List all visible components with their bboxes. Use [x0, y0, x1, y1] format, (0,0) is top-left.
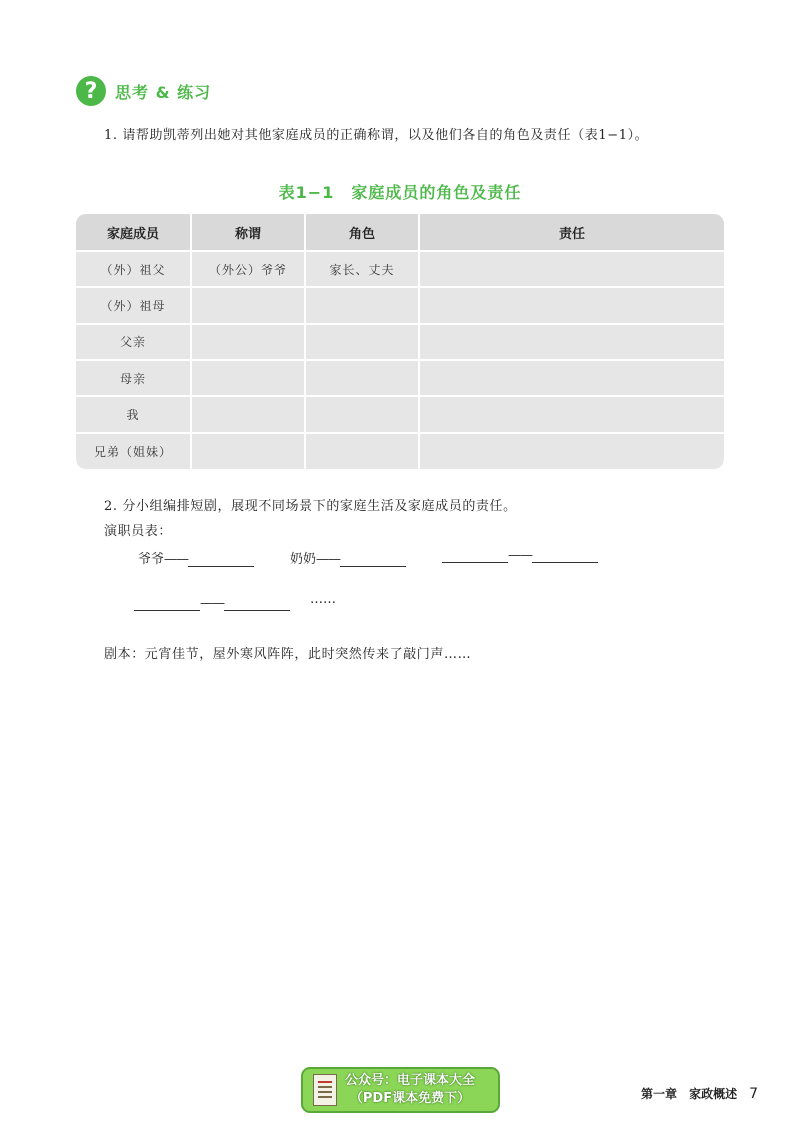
cast-blank	[442, 549, 508, 563]
table-cell: 我	[76, 396, 191, 432]
watermark-badge	[301, 1067, 500, 1113]
footer-chapter: 第一章	[641, 1087, 678, 1101]
table-cell	[419, 324, 724, 360]
cast-role: 奶奶	[290, 552, 317, 567]
table-cell	[305, 324, 419, 360]
column-header-title: 称谓	[191, 214, 305, 251]
cast-entry-blank	[134, 596, 290, 611]
cast-list-label: 演职员表：	[104, 524, 173, 539]
cast-blank	[340, 553, 406, 567]
cast-role: 爷爷	[138, 552, 165, 567]
book-icon	[313, 1074, 337, 1106]
table-cell	[305, 287, 419, 323]
table-cell	[419, 396, 724, 432]
table-cell: 母亲	[76, 360, 191, 396]
table-cell	[191, 360, 305, 396]
cast-blank	[224, 597, 290, 611]
cast-blank	[532, 549, 598, 563]
family-roles-table	[76, 214, 724, 469]
watermark-text	[345, 1072, 475, 1108]
watermark-line-2: （PDF课本免费下）	[349, 1091, 471, 1106]
column-header-role: 角色	[305, 214, 419, 251]
question-1-text: 1. 请帮助凯蒂列出她对其他家庭成员的正确称谓，以及他们各自的角色及责任（表1−1）。	[104, 128, 649, 143]
table-row	[76, 324, 724, 360]
table-cell	[305, 433, 419, 469]
column-header-member: 家庭成员	[76, 214, 191, 251]
table-cell: 家长、丈夫	[305, 251, 419, 287]
table-cell	[191, 287, 305, 323]
table-cell	[419, 287, 724, 323]
footer-book-title: 家政概述	[689, 1087, 738, 1101]
table-row	[76, 360, 724, 396]
table-row	[76, 433, 724, 469]
cast-dash: ——	[200, 596, 224, 611]
cast-ellipsis: ……	[310, 592, 336, 607]
page-number: 7	[749, 1085, 758, 1102]
cast-entry-grandma	[290, 548, 406, 567]
table-row	[76, 251, 724, 287]
table-cell: （外）祖父	[76, 251, 191, 287]
cast-dash: ——	[316, 552, 341, 567]
script-text: 剧本：元宵佳节，屋外寒风阵阵，此时突然传来了敲门声……	[104, 647, 472, 662]
table-row	[76, 287, 724, 323]
section-header	[76, 76, 211, 106]
table-cell	[191, 396, 305, 432]
table-cell: 父亲	[76, 324, 191, 360]
table-header-row	[76, 214, 724, 251]
cast-blank	[188, 553, 254, 567]
table-cell	[419, 433, 724, 469]
table-cell	[419, 360, 724, 396]
table-cell: 兄弟（姐妹）	[76, 433, 191, 469]
question-mark-icon: ?	[76, 76, 106, 106]
cast-entry-grandpa	[138, 548, 254, 567]
page-footer	[641, 1085, 758, 1102]
cast-dash: ——	[508, 548, 532, 563]
table-cell	[305, 360, 419, 396]
table-cell: （外公）爷爷	[191, 251, 305, 287]
section-title: 思考 & 练习	[115, 82, 212, 102]
question-2-text: 2. 分小组编排短剧，展现不同场景下的家庭生活及家庭成员的责任。	[104, 499, 517, 514]
table-row	[76, 396, 724, 432]
table-cell	[191, 324, 305, 360]
table-cell	[191, 433, 305, 469]
table-title: 表1−1 家庭成员的角色及责任	[278, 183, 522, 202]
cast-blank	[134, 597, 200, 611]
column-header-duty: 责任	[419, 214, 724, 251]
cast-entry-blank	[442, 548, 598, 563]
watermark-line-1: 公众号：电子课本大全	[345, 1073, 476, 1088]
table-cell: （外）祖母	[76, 287, 191, 323]
table-cell	[305, 396, 419, 432]
cast-dash: ——	[164, 552, 189, 567]
table-cell	[419, 251, 724, 287]
